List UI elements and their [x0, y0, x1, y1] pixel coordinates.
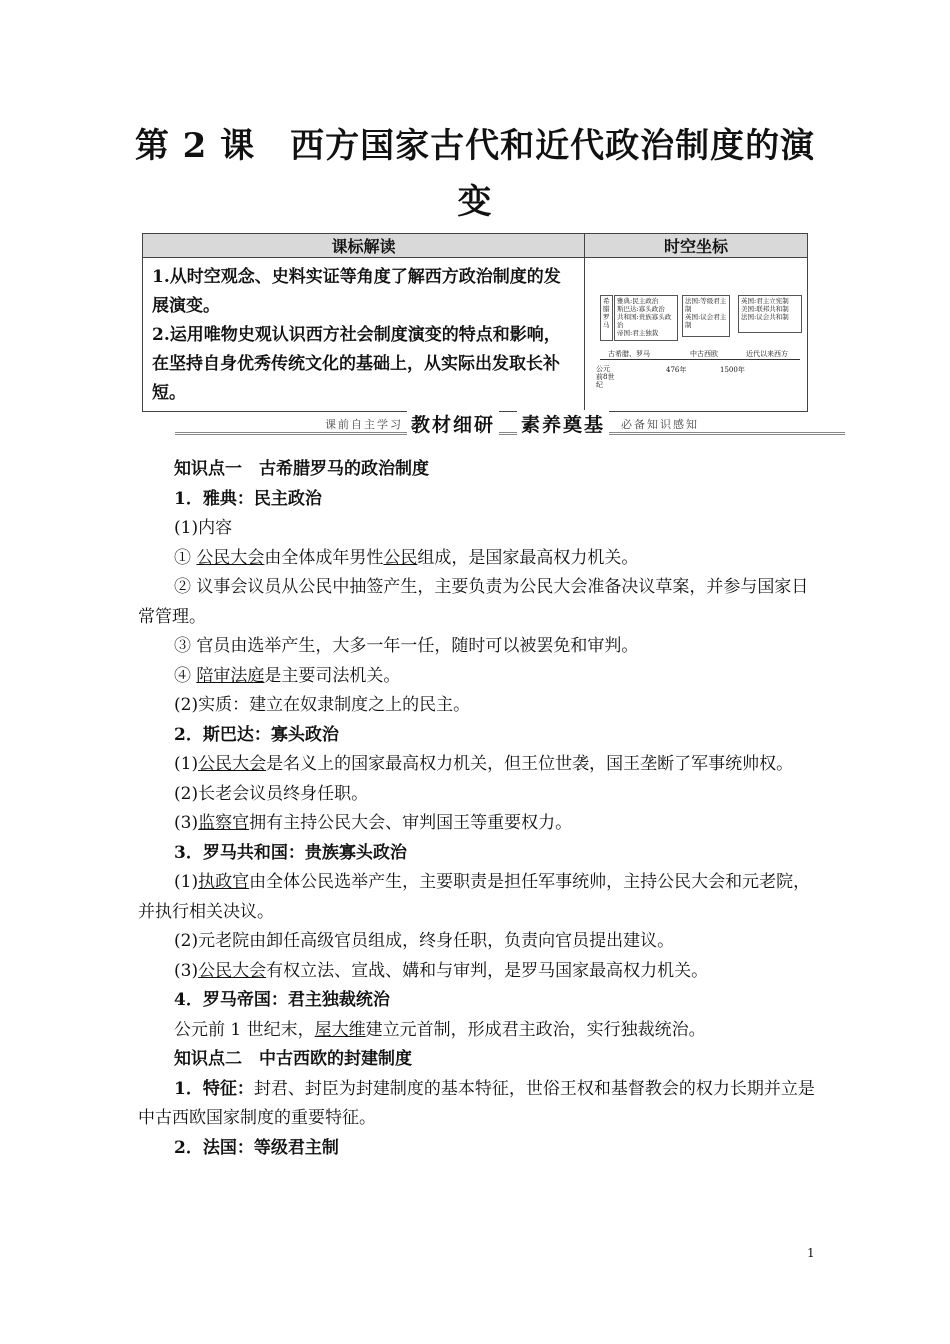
banner-main-2: 素养奠基	[517, 410, 609, 437]
republic-item-1	[138, 868, 820, 927]
athens-item-2: ② 议事会议员从公民中抽签产生，主要负责为公民大会准备决议草案，并参与国家日常管理。	[138, 577, 809, 627]
sparta-item-2: (2)长老会议员终身任职。	[174, 783, 369, 804]
text-span: (3)	[174, 960, 199, 981]
tl-line: 雅典:民主政治	[617, 297, 659, 305]
athens-item-1	[138, 544, 820, 574]
greece-rome-box	[600, 295, 613, 341]
athens-item-3: ③ 官员由选举产生，大多一年一任，随时可以被罢免和审判。	[174, 636, 639, 656]
text-span: 组成，是国家最高权力机关。	[417, 547, 639, 568]
empire-item	[138, 1016, 820, 1046]
knowledge-point-2: 知识点二 中古西欧的封建制度	[174, 1049, 412, 1069]
start-label: 公元前8世纪	[596, 365, 615, 389]
feudal-feature	[138, 1075, 820, 1134]
objectives-cell	[143, 258, 585, 412]
section-roman-empire: 4．罗马帝国：君主独裁统治	[174, 990, 390, 1010]
tl-line: 帝国:君主独裁	[617, 329, 659, 337]
section-athens: 1．雅典：民主政治	[174, 488, 322, 509]
text-span: 公元前 1 世纪末，	[174, 1019, 315, 1040]
section-france: 2．法国：等级君主制	[174, 1137, 339, 1158]
underlined-term: 公民大会	[198, 960, 267, 981]
underlined-term: 公民	[383, 547, 418, 568]
text-span: 建立元首制，形成君主政治，实行独裁统治。	[365, 1019, 706, 1040]
header-timeline: 时空坐标	[585, 234, 808, 258]
period-label: 古希腊、罗马	[608, 350, 650, 358]
page-number: 1	[807, 1246, 815, 1260]
underlined-term: 屋大维	[314, 1019, 366, 1040]
greece-rome-label: 希腊罗马	[603, 297, 610, 329]
underlined-term: 监察官	[198, 813, 250, 833]
tl-line: 法国:议会共和制	[741, 313, 789, 321]
text-span: 由全体成年男性	[264, 547, 384, 568]
ancient-systems-box	[614, 295, 678, 341]
text-span: (3)	[174, 813, 199, 833]
feature-label: 1．特征：	[174, 1078, 254, 1099]
period-label: 近代以来西方	[746, 350, 788, 358]
sparta-item-3	[138, 809, 820, 839]
text-span: 有权立法、宣战、媾和与审判，是罗马国家最高权力机关。	[266, 960, 709, 981]
text-span: ①	[174, 547, 197, 568]
banner-right-text: 必备知识感知	[621, 418, 699, 431]
text-span: 拥有主持公民大会、审判国王等重要权力。	[249, 813, 573, 833]
period-label: 中古西欧	[690, 350, 718, 358]
timeline-axis	[600, 359, 800, 360]
tl-line: 法国:等级君主制	[685, 297, 727, 313]
republic-item-2: (2)元老院由卸任高级官员组成，终身任职，负责向官员提出建议。	[174, 931, 675, 951]
banner-left-text: 课前自主学习	[325, 418, 403, 431]
objective-1: 1.从时空观念、史料实证等角度了解西方政治制度的发展演变。	[152, 267, 561, 316]
underlined-term: 执政官	[198, 872, 250, 892]
athens-essence: (2)实质：建立在奴隶制度之上的民主。	[174, 695, 471, 715]
republic-item-3	[138, 957, 820, 987]
year-label: 476年	[666, 366, 687, 374]
main-content	[138, 455, 820, 1163]
athens-item-4	[138, 662, 820, 692]
underlined-term: 公民大会	[198, 754, 267, 774]
banner-rule	[175, 432, 845, 435]
objective-2: 2.运用唯物史观认识西方社会制度演变的特点和影响，在坚持自身优秀传统文化的基础上，从实际出发取长补短。	[152, 325, 561, 403]
tl-line: 美国:联邦共和制	[741, 305, 789, 313]
banner-main-1: 教材细研	[407, 410, 499, 437]
modern-box	[738, 295, 802, 333]
tl-line: 斯巴达:寡头政治	[617, 305, 665, 313]
underlined-term: 公民大会	[196, 547, 265, 568]
tl-line: 英国:议会君主制	[685, 313, 727, 329]
timeline-cell	[585, 258, 808, 412]
subsection-content: (1)内容	[174, 518, 233, 538]
year-label: 1500年	[720, 366, 745, 374]
timeline-figure	[586, 259, 806, 399]
section-sparta: 2．斯巴达：寡头政治	[174, 724, 339, 745]
sparta-item-1	[138, 750, 820, 780]
medieval-box	[682, 295, 730, 337]
curriculum-table	[142, 233, 808, 412]
text-span: (1)	[174, 872, 199, 892]
text-span: 是主要司法机关。	[264, 665, 401, 686]
tl-line: 共和国:贵族寡头政治	[617, 313, 672, 329]
text-span: ④	[174, 665, 197, 686]
underlined-term: 陪审法庭	[196, 665, 265, 686]
header-interpretation: 课标解读	[143, 234, 585, 258]
section-banner	[175, 410, 845, 440]
page-title: 第 2 课 西方国家古代和近代政治制度的演变	[134, 126, 816, 222]
text-span: 由全体公民选举产生，主要职责是担任军事统帅，主持公民大会和元老院，并执行相关决议。	[138, 872, 811, 922]
text-span: 是名义上的国家最高权力机关，但王位世袭，国王垄断了军事统帅权。	[266, 754, 794, 774]
section-roman-republic: 3．罗马共和国：贵族寡头政治	[174, 842, 407, 863]
text-span: 封君、封臣为封建制度的基本特征，世俗王权和基督教会的权力长期并立是中古西欧国家制度的重要特征。	[138, 1078, 815, 1128]
knowledge-point-1: 知识点一 古希腊罗马的政治制度	[174, 459, 429, 479]
text-span: (1)	[174, 754, 199, 774]
tl-line: 英国:君主立宪制	[741, 297, 789, 305]
